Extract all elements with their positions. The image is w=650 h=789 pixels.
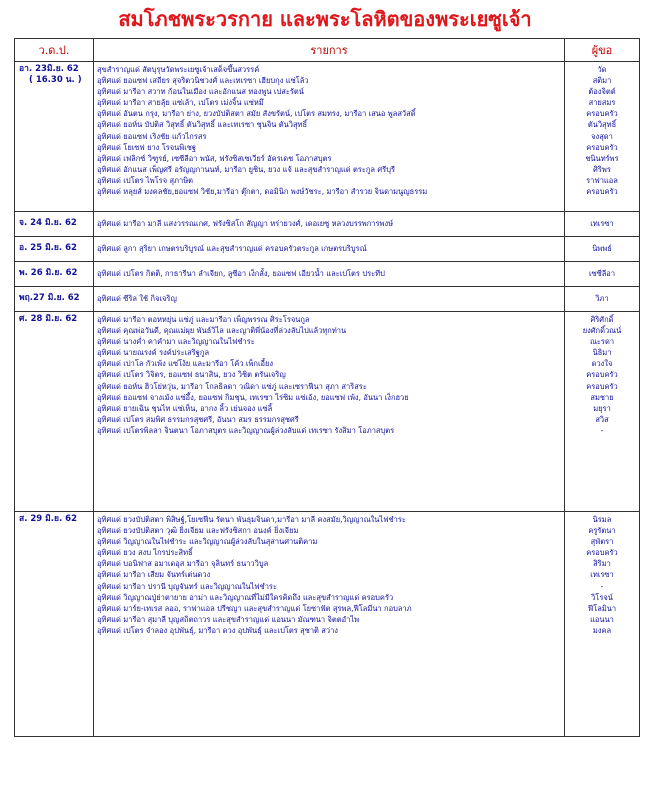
intention-line: อุทิศแด่ วิญญาณปู่ย่าตายาย อาม่า และวิญญาณที่ไม่มีใครคิดถึง และสุขสำราญแด่ ครอบครัว (97, 592, 394, 602)
row-date (15, 212, 94, 237)
requester-name: ศิริพร (593, 164, 611, 174)
intention-line: อุทิศแด่ เปโตร จำลอง อุปพันธุ์, มารีอา ดวง อุปพันธุ์ และเปโตร สุชาติ สว่าง (97, 625, 338, 635)
requester-name: สุพัตรา (590, 537, 614, 547)
intention-line: อุทิศแด่ ยอแซฟ เริงชัย แก้วไกรสร (97, 131, 207, 141)
intention-line: อุทิศแด่ เปโตรพิลลา จินตนา โอภาสบุตร และวิญญาณผู้ล่วงลับแด่ เทเรซา รังสิมา โอภาสบุตร (97, 425, 395, 435)
intention-line: อุทิศแด่ มารีอา สุมาลี บุญสถิตถาวร และสุขสำราญแด่ แอนนา มัณฑนา จิตตอำไพ (97, 614, 360, 624)
intention-line: อุทิศแด่ มารีอา ตอหหยุ่น แซ่ภู่ และมารีอา เพ็ญพรรณ ศิระโรจนกูล (97, 315, 310, 324)
intention-table (14, 38, 640, 737)
table-row (15, 262, 640, 287)
intention-line: อุทิศแด่ วิญญาณในไฟชำระ และวิญญาณผู้ล่วงลับในสุสานศานติคาม (97, 537, 318, 547)
requester-name: สิริมา (593, 559, 611, 569)
requester-name: สมชาย (590, 392, 614, 402)
intention-line: อุทิศแด่ ยวง สงบ ไกรประสิทธิ์ (97, 548, 193, 558)
intention-line: อุทิศแด่ เปาโล กัวเพ้ง แซ่โง้ย และมารีอา โค้ว เพ็กเอี้ยง (97, 359, 274, 369)
requester-name: มงคล (592, 625, 612, 635)
requester-name: สวิส (595, 414, 609, 424)
requester-name: นิธิมา (592, 348, 612, 358)
table-row (15, 212, 640, 237)
row-requesters (565, 312, 640, 512)
intention-line: อุทิศแด่ ลูกา สุริยา เกษตรบริบูรณ์ และสุขสำราญแด่ ครอบครัวตระกูล เกษตรบริบูรณ์ (97, 244, 367, 254)
table-row (15, 237, 640, 262)
intention-line: อุทิศแด่ นางค่ำ คาคำมา และวิญญาณในไฟชำระ (97, 337, 255, 347)
row-intentions (94, 512, 565, 737)
header-requester: ผู้ขอ (565, 39, 640, 62)
intention-line: อุทิศแด่ ซีริล ใช้ กิจเจริญ (97, 294, 177, 304)
intention-line: อุทิศแด่ ยอแซฟ เสถียร สุจริตวนิชวงศ์ และเทเรซา เฮียบกุง แซ่โล้ว (97, 76, 309, 86)
date-text: จ. 24 มิ.ย. 62 (19, 218, 77, 229)
row-date (15, 62, 94, 212)
intention-line: อุทิศแด่ ยอห์น ฮิวโย่หวุ่น, มารีอา โกลธิลดา วณิดา แซ่ภู่ และเซราฟีนา สุภา สาริสระ (97, 381, 367, 391)
intention-line: อุทิศแด่ เปโตร ไพโรจ สุภาษิต (97, 175, 194, 185)
requester-name: ครอบครัว (586, 381, 618, 391)
intention-line: อุทิศแด่ เปโตร กิตติ, กาธารีนา ลำเจียก, ลูซีอา เง็กลั้ง, ยอแซฟ เอียวน้ำ และเปโตร ประทีป (97, 269, 385, 279)
row-date (15, 312, 94, 512)
intention-line: อุทิศแด่ คุณพ่อวันดี, คุณแม่ผุย พันธ์วิไล และญาติพี่น้องที่ล่วงลับไปแล้วทุกท่าน (97, 326, 347, 336)
row-requesters (565, 262, 640, 287)
row-requesters (565, 512, 640, 737)
requester-name: วัด (597, 65, 607, 74)
requester-name: ฟีโลมินา (587, 603, 617, 613)
row-date (15, 512, 94, 737)
requester-name: ดวงใจ (591, 359, 613, 369)
requester-name: สติมา (592, 76, 612, 86)
row-requesters (565, 212, 640, 237)
date-text: ศ. 28 มิ.ย. 62 (19, 314, 78, 324)
row-requesters (565, 237, 640, 262)
intention-line: อุทิศแด่ นายณรงค์ รงค์ประเสริฐกูล (97, 348, 210, 358)
date-text: อา. 23มิ.ย. 62 (19, 64, 79, 74)
intention-line: อุทิศแด่ มารีอา สายลุ้ย แซ่เล้า, เปโตร เม่งจิ้น แซ่หมึ (97, 98, 264, 108)
page-title: สมโภชพระวรกาย และพระโลหิตของพระเยซูเจ้า (118, 7, 532, 31)
requester-name: ราฟาแอล (586, 175, 618, 185)
intention-line: อุทิศแด่ มารีอา สวาท ก้อนในเมือง และอักแนส ทองพูน เปสะรัตน์ (97, 87, 304, 97)
requester-name: นิพพธ์ (592, 244, 612, 254)
requester-name: ครอบครัว (586, 370, 618, 380)
requester-name: เทเรซา (590, 219, 614, 229)
requester-name: มยุรา (593, 403, 611, 413)
intention-line: อุทิศแด่ มารีอา เสียม จันทร์เต่นดวง (97, 570, 211, 580)
requester-name: ต้องจิตต์ (588, 87, 616, 97)
row-date (15, 262, 94, 287)
row-intentions (94, 287, 565, 312)
requester-name: ครูรัตนา (588, 526, 616, 536)
header-items: รายการ (94, 39, 565, 62)
intention-line: อุทิศแด่ ยวงบัปติสตา พิสิษฐ์,โยเซฟีน รัตนา พันธุมจินดา,มารีอา มาลี คงสมัย,วิญญาณในไฟชำระ (97, 515, 406, 524)
header-row (15, 39, 640, 62)
intention-line: อุทิศแด่ ยายเฉิน ชุนไท แซ่เห็น, อากง ลิ้ว เย่นจอง แซ่ลิ้ (97, 403, 273, 413)
requester-name: ตันวิสุทธิ์ (587, 120, 617, 130)
intention-line: อุทิศแด่ มาร์ย-เทเรส ลออ, ราฟาแอล ปรีชญา และสุขสำราญแด่ โยซาฟัต สุรพล,ฟีโลมีนา กอบลาภ (97, 603, 412, 613)
header-date: ว.ด.ป. (15, 39, 94, 62)
row-intentions (94, 212, 565, 237)
requester-name: เทเรซา (590, 570, 614, 580)
intention-line: อุทิศแด่ บอนิฟาส อมาเดอุส มารีอา จุลินทร์ ธนาววิบูล (97, 559, 269, 569)
date-text: พฤ.27 มิ.ย. 62 (19, 293, 80, 304)
requester-name: แอนนา (590, 614, 614, 624)
row-intentions (94, 237, 565, 262)
row-date (15, 287, 94, 312)
intention-line: สุขสำราญแด่ สัตบุรุษวัดพระเยซูเจ้าเสด็จขึ้นสวรรค์ (97, 65, 260, 74)
intention-line: อุทิศแด่ อันตน กรุง, มารีอา ย่าง, ยวงบัปติสตา สมัย สังขรัตน์, เปโตร สมทรง, มารีอา เสนอ พูลสวัสดิ์ (97, 109, 416, 119)
date-text: ส. 29 มิ.ย. 62 (19, 514, 77, 524)
intention-line: อุทิศแด่ ยวงบัปติสตา วุฒิ ยิ่งเจียม และฟรังซิสกา อนงค์ ยิ่งเจียม (97, 526, 299, 536)
table-row (15, 62, 640, 212)
intention-line: อุทิศแด่ ยอห์น บัปติส วิสุทธิ์ ตันวิสุทธิ์ และเทเรซา ชุนจิน ตันวิสุทธิ์ (97, 120, 308, 130)
requester-name: ครอบครัว (586, 548, 618, 558)
table-row (15, 312, 640, 512)
intention-line: อุทิศแด่ มารีอา ปรานี บุญจันทร์ และวิญญาณในไฟชำระ (97, 581, 277, 591)
requester-name: นิรมล (592, 515, 612, 524)
intention-line: อุทิศแด่ ยอแซฟ จางเม้ง แซ่อึ้ง, ยอแซฟ กิมชุน, เทเรซา ไร่ซิม แซ่เอ้ง, ยอแซฟ เพ้ง, อันนา เง็กฮวย (97, 392, 409, 402)
requester-name: ครอบครัว (586, 187, 618, 197)
requester-name: สายสมร (588, 98, 616, 108)
intention-line: อุทิศแด่ หลุยส์ มงคลชัย,ยอแซฟ วิชัย,มารีอา ตุ๊กตา, ดอมินิก พงษ์วัชระ, มารีอา สำรวย จินดามนูญธรรม (97, 187, 428, 197)
intention-line: อุทิศแด่ เปโตร วิจิตร, ยอแซฟ ธนาสิน, ยวง วิชิต ตรันเจริญ (97, 370, 286, 380)
intention-line: อุทิศแด่ มารีอา มาลี แสงวรรณเกศ, ฟรังซิสโก สัญญา หร่ายวงศ์, เดอเยซู หลวงบรรพการพงษ์ (97, 219, 394, 229)
table-row (15, 287, 640, 312)
table-row (15, 512, 640, 737)
date-text: พ. 26 มิ.ย. 62 (19, 268, 78, 279)
requester-name: ครอบครัว (586, 142, 618, 152)
intention-line: อุทิศแด่ อักแนส เพ็ญศรี อรัญญกานนท์, มารีอา ยูชิน, ยวง แจ้ และสุขสำราญแด่ ตระกูล ศรีบุรี (97, 164, 395, 174)
time-text: ( 16.30 น. ) (29, 75, 82, 86)
requester-name: ศิริศักดิ์ (590, 315, 614, 324)
requester-name: - (600, 425, 604, 435)
row-date (15, 237, 94, 262)
requester-name: วิโรจน์ (591, 592, 613, 602)
requester-name: ณะรดา (589, 337, 615, 347)
row-intentions (94, 262, 565, 287)
row-intentions (94, 62, 565, 212)
requester-name: จงสุดา (591, 131, 613, 141)
requester-name: ครอบครัว (586, 109, 618, 119)
requester-name: - (600, 581, 604, 591)
requester-name: ชนินทร์พร (585, 153, 619, 163)
intention-line: อุทิศแด่ โยเซฟ ยาง โรจนพิเชฐ (97, 142, 197, 152)
date-text: อ. 25 มิ.ย. 62 (19, 243, 77, 254)
requester-name: วิภา (595, 294, 609, 304)
row-requesters (565, 62, 640, 212)
intention-line: อุทิศแด่ เฟลิกซ์ วิฑูรย์, เซซีลีอา พนัส, ฟรังซิสเซเวียร์ อัครเดช โอภาสบุตร (97, 153, 332, 163)
row-requesters (565, 287, 640, 312)
requester-name: เซซีลีอา (588, 269, 616, 279)
intention-line: อุทิศแด่ เปโตร สมพิศ ธรรมกรสุชศรี, อันนา สมร ธรรมกรสุชศรี (97, 414, 299, 424)
row-intentions (94, 312, 565, 512)
requester-name: ยงศักดิ์วณน์ (582, 326, 622, 336)
